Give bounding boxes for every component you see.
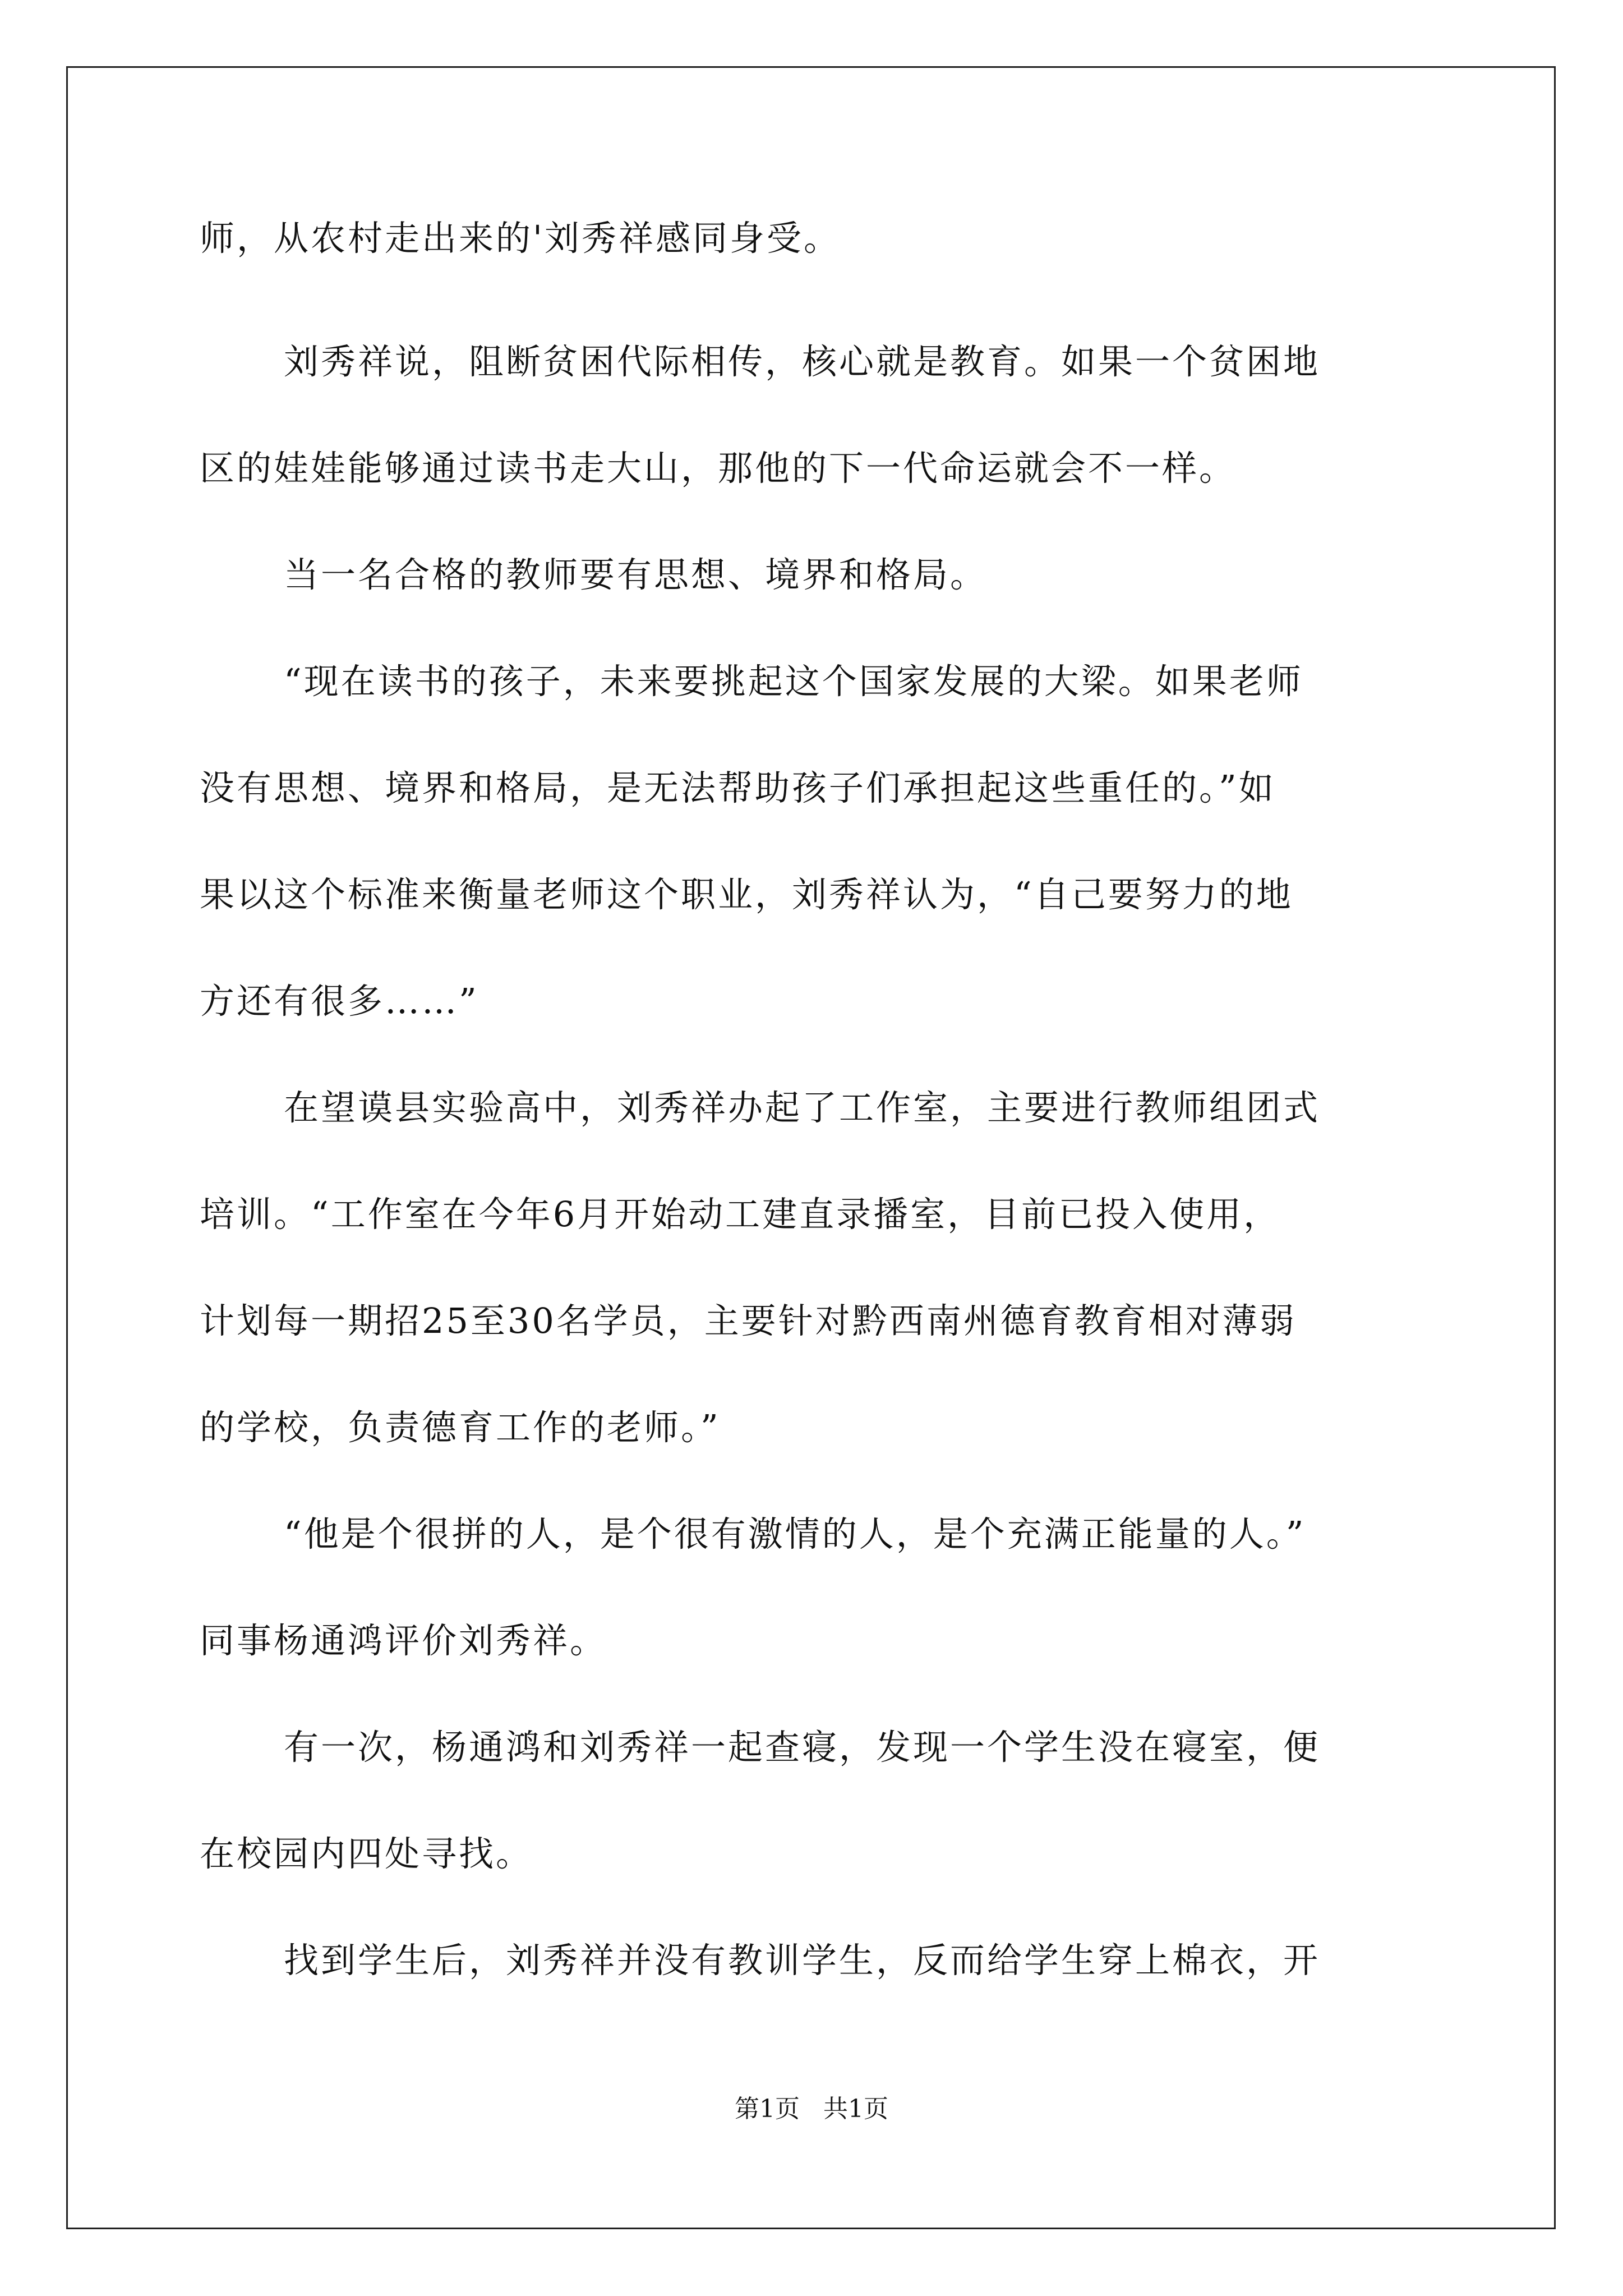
text-line: 培训。“工作室在今年6月开始动工建直录播室，目前已投入使用， [200,1194,1281,1235]
text-line: 果以这个标准来衡量老师这个职业，刘秀祥认为，“自己要努力的地 [200,874,1293,915]
text-line: “他是个很拼的人，是个很有激情的人，是个充满正能量的人。” [284,1513,1306,1554]
text-line: 有一次，杨通鸿和刘秀祥一起查寝，发现一个学生没在寝室，便 [284,1727,1321,1768]
text-line: 方还有很多……” [200,981,479,1022]
text-line: 的学校，负责德育工作的老师。” [200,1407,721,1448]
text-line: 在校园内四处寻找。 [200,1833,533,1874]
text-line: 计划每一期招25至30名学员，主要针对黔西南州德育教育相对薄弱 [200,1300,1297,1341]
text-line: “现在读书的孩子，未来要挑起这个国家发展的大梁。如果老师 [284,661,1303,702]
text-line: 同事杨通鸿评价刘秀祥。 [200,1620,607,1661]
text-line: 在望谟县实验高中，刘秀祥办起了工作室，主要进行教师组团式 [284,1087,1321,1128]
text-line: 找到学生后，刘秀祥并没有教训学生，反而给学生穿上棉衣，开 [284,1940,1321,1981]
text-line: 当一名合格的教师要有思想、境界和格局。 [284,554,988,595]
text-line: 刘秀祥说，阻断贫困代际相传，核心就是教育。如果一个贫困地 [284,341,1321,382]
text-line: 区的娃娃能够通过读书走大山，那他的下一代命运就会不一样。 [200,448,1237,489]
page-border [66,66,1556,2229]
text-line: 没有思想、境界和格局，是无法帮助孩子们承担起这些重任的。”如 [200,767,1276,808]
text-line: 师，从农村走出来的'刘秀祥感同身受。 [200,218,841,259]
page-number-footer: 第1页 共1页 [735,2095,888,2123]
